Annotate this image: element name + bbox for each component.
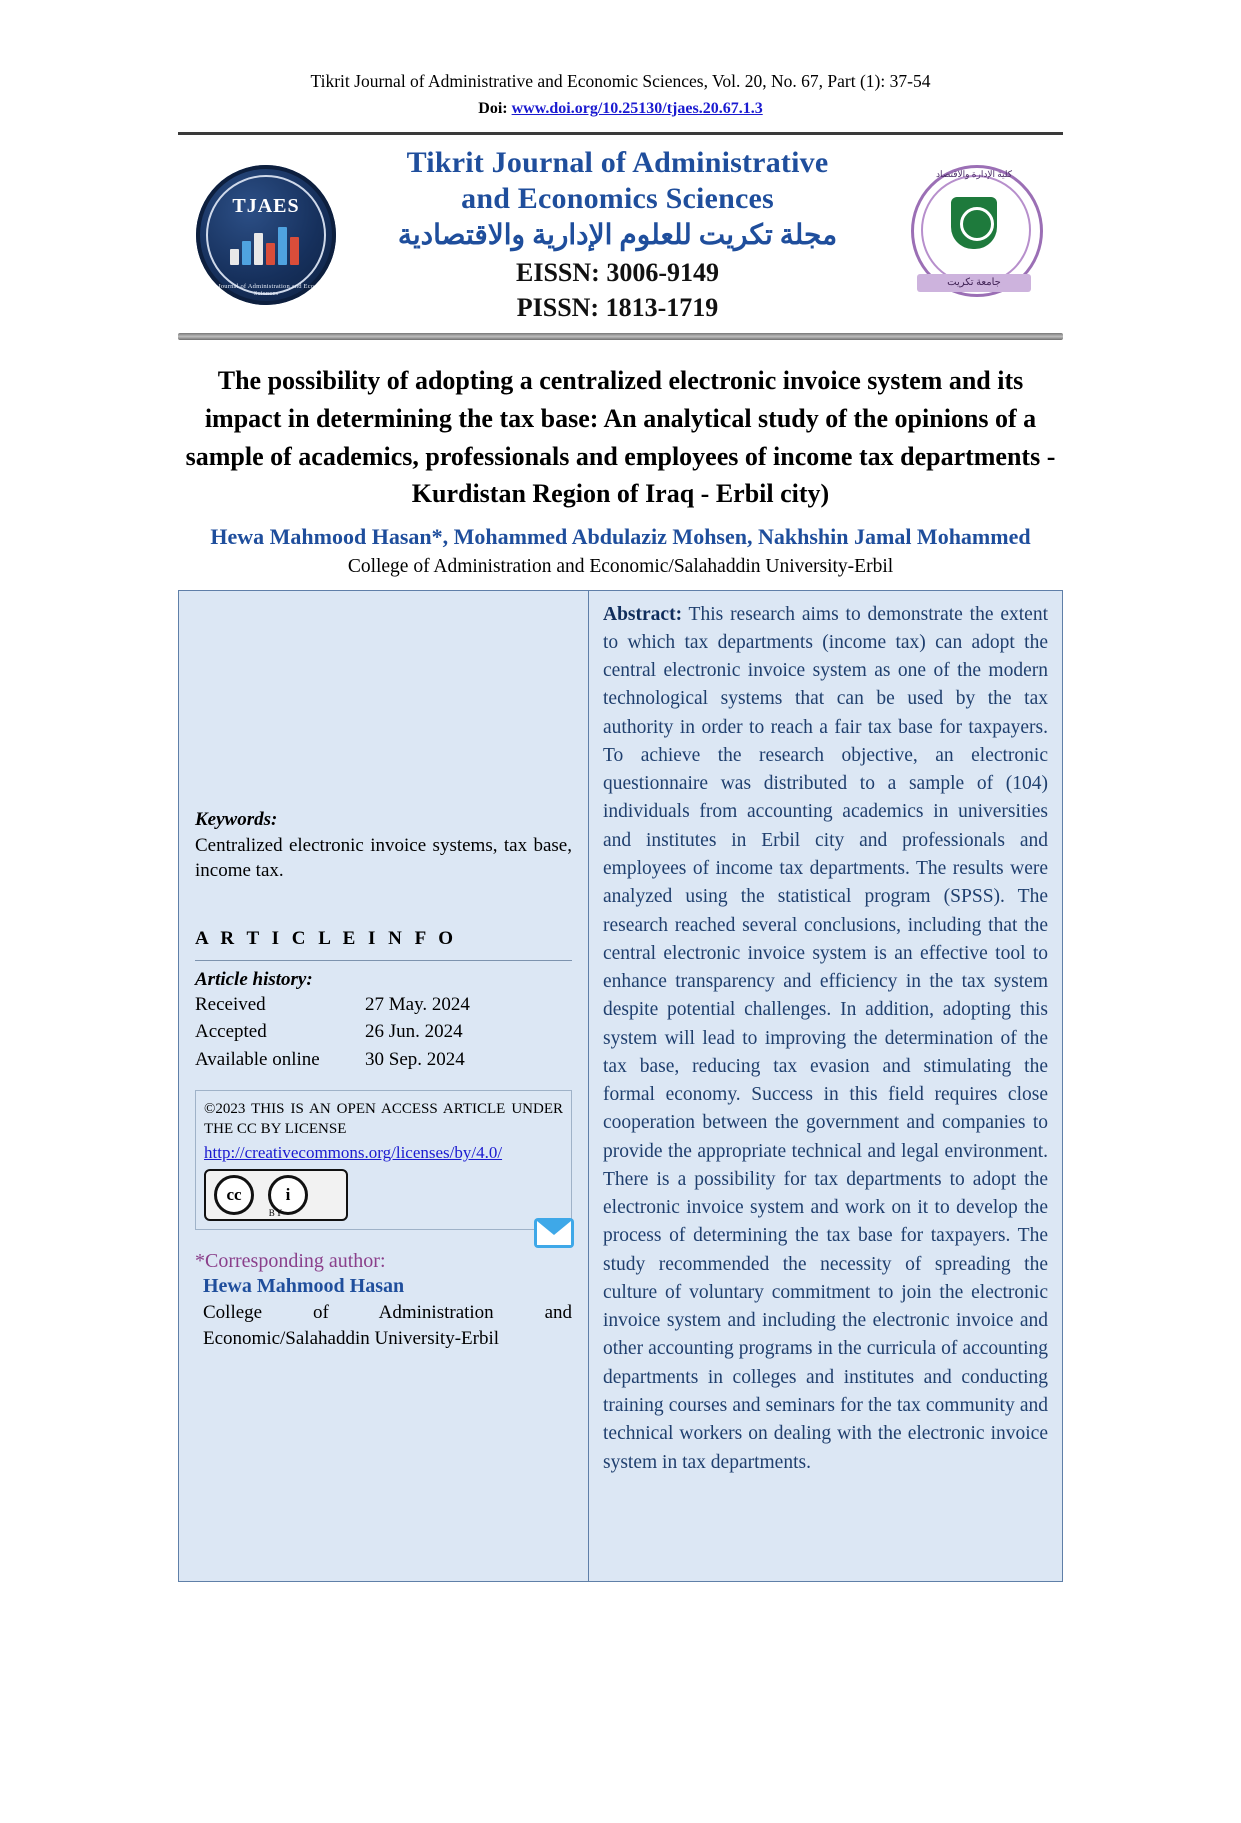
seal-acronym: TJAES	[232, 195, 300, 218]
affiliation: College of Administration and Economic/Salahaddin University-Erbil	[347, 555, 894, 577]
college-logo-arabic-text: كلية الإدارة والاقتصاد	[935, 168, 1013, 179]
license-box	[195, 1090, 572, 1231]
college-logo	[899, 163, 1049, 308]
masthead	[178, 132, 1063, 340]
cc-by-circle-icon: i	[268, 1175, 308, 1215]
college-shield-icon	[951, 197, 997, 249]
corresponding-author-name: Hewa Mahmood Hasan	[203, 1275, 405, 1297]
keywords-text: Centralized electronic invoice systems, tax base, income tax.	[195, 834, 572, 882]
corresponding-author-label: *Corresponding author:	[195, 1250, 386, 1272]
abstract-panel	[178, 590, 1063, 1582]
article-info-divider	[195, 960, 572, 961]
masthead-divider	[178, 333, 1063, 340]
abstract-text: This research aims to demonstrate the extent to which tax departments (income tax) can adopt the central electronic invoice system as one of the modern technological systems that can be used by the tax authority in order to reach a fair tax base for taxpayers. To achieve the research objective, an electronic questionnaire was distributed to a sample of (104) individuals from accounting academics in universities and institutes in Erbil city and professionals and employees of income tax departments. The results were analyzed using the statistical program (SPSS). The research reached several conclusions, including that the central electronic invoice system is an effective tool to enhance transparency and efficiency in the tax system despite potential challenges. In addition, adopting this system will lead to improving the determination of the tax base, reducing tax evasion and stimulating the formal economy. Success in this field requires close cooperation between the government and companies to provide the appropriate technical and legal environment. There is a possibility for tax departments to adopt the electronic invoice system and work on it to develop the process of determining the tax base for taxpayers. The study recommended the necessity of spreading the culture of voluntary commitment to join the electronic invoice system and including the electronic invoice and other accounting programs in the curricula of accounting departments in colleges and institutes and conducting training courses and seminars for the tax community and technical workers on dealing with the electronic invoice system in tax departments.	[603, 603, 1048, 1473]
doi-link[interactable]: www.doi.org/10.25130/tjaes.20.67.1.3	[511, 100, 763, 118]
doi-label: Doi:	[478, 100, 508, 118]
cc-by-label: BY	[268, 1208, 284, 1218]
article-info-column	[179, 591, 589, 1581]
history-value-received: 27 May. 2024	[365, 993, 470, 1015]
college-logo-banner-text: جامعة تكريت	[947, 276, 1001, 288]
history-label-available-online: Available online	[195, 1048, 320, 1070]
history-row-available-online	[195, 1046, 572, 1074]
journal-article-first-page	[0, 68, 1241, 1823]
title-block	[178, 362, 1063, 577]
envelope-icon[interactable]	[534, 1218, 574, 1248]
journal-seal-logo	[196, 165, 336, 305]
journal-title-en-line2: and Economics Sciences	[461, 182, 774, 216]
pissn: PISSN: 1813-1719	[516, 293, 719, 323]
abstract-heading: Abstract:	[603, 603, 683, 625]
creative-commons-badge-icon	[204, 1169, 348, 1221]
corresponding-author-block	[195, 1250, 572, 1351]
masthead-titles	[336, 145, 899, 325]
license-link[interactable]: http://creativecommons.org/licenses/by/4.0/	[204, 1143, 503, 1162]
history-label-accepted: Accepted	[195, 1021, 267, 1043]
article-history-heading: Article history:	[195, 968, 313, 990]
cc-circle-icon: cc	[214, 1175, 254, 1215]
keywords-heading: Keywords:	[195, 808, 278, 830]
corresponding-author-affiliation: College of Administration and Economic/Salahaddin University-Erbil	[203, 1302, 572, 1349]
history-value-accepted: 26 Jun. 2024	[365, 1021, 463, 1043]
journal-title-ar: مجلة تكريت للعلوم الإدارية والاقتصادية	[397, 220, 838, 252]
doi-line	[0, 100, 1241, 118]
abstract-body	[603, 601, 1048, 1477]
history-value-available-online: 30 Sep. 2024	[365, 1048, 465, 1070]
article-info-heading: A R T I C L E I N F O	[195, 927, 458, 949]
abstract-column	[589, 591, 1062, 1581]
seal-caption: Tikrit Journal of Administration and Economic Sciences	[200, 283, 332, 298]
college-logo-banner	[917, 274, 1031, 292]
history-row-accepted	[195, 1018, 572, 1046]
running-head: Tikrit Journal of Administrative and Economic Sciences, Vol. 20, No. 67, Part (1): 37-54	[310, 71, 931, 91]
history-label-received: Received	[195, 993, 266, 1015]
paper-title: The possibility of adopting a centralized electronic invoice system and its impact in determining the tax base: An analytical study of the opinions of a sample of academics, professionals and employees of income tax departments - Kurdistan Region of Iraq - Erbil city)	[185, 366, 1056, 509]
license-text: ©2023 THIS IS AN OPEN ACCESS ARTICLE UNDER THE CC BY LICENSE	[204, 1100, 563, 1137]
authors: Hewa Mahmood Hasan*, Mohammed Abdulaziz Mohsen, Nakhshin Jamal Mohammed	[210, 523, 1031, 549]
journal-title-en-line1: Tikrit Journal of Administrative	[406, 146, 829, 180]
eissn: EISSN: 3006-9149	[516, 258, 719, 288]
history-row-received	[195, 991, 572, 1019]
seal-chart-icon	[230, 223, 302, 265]
